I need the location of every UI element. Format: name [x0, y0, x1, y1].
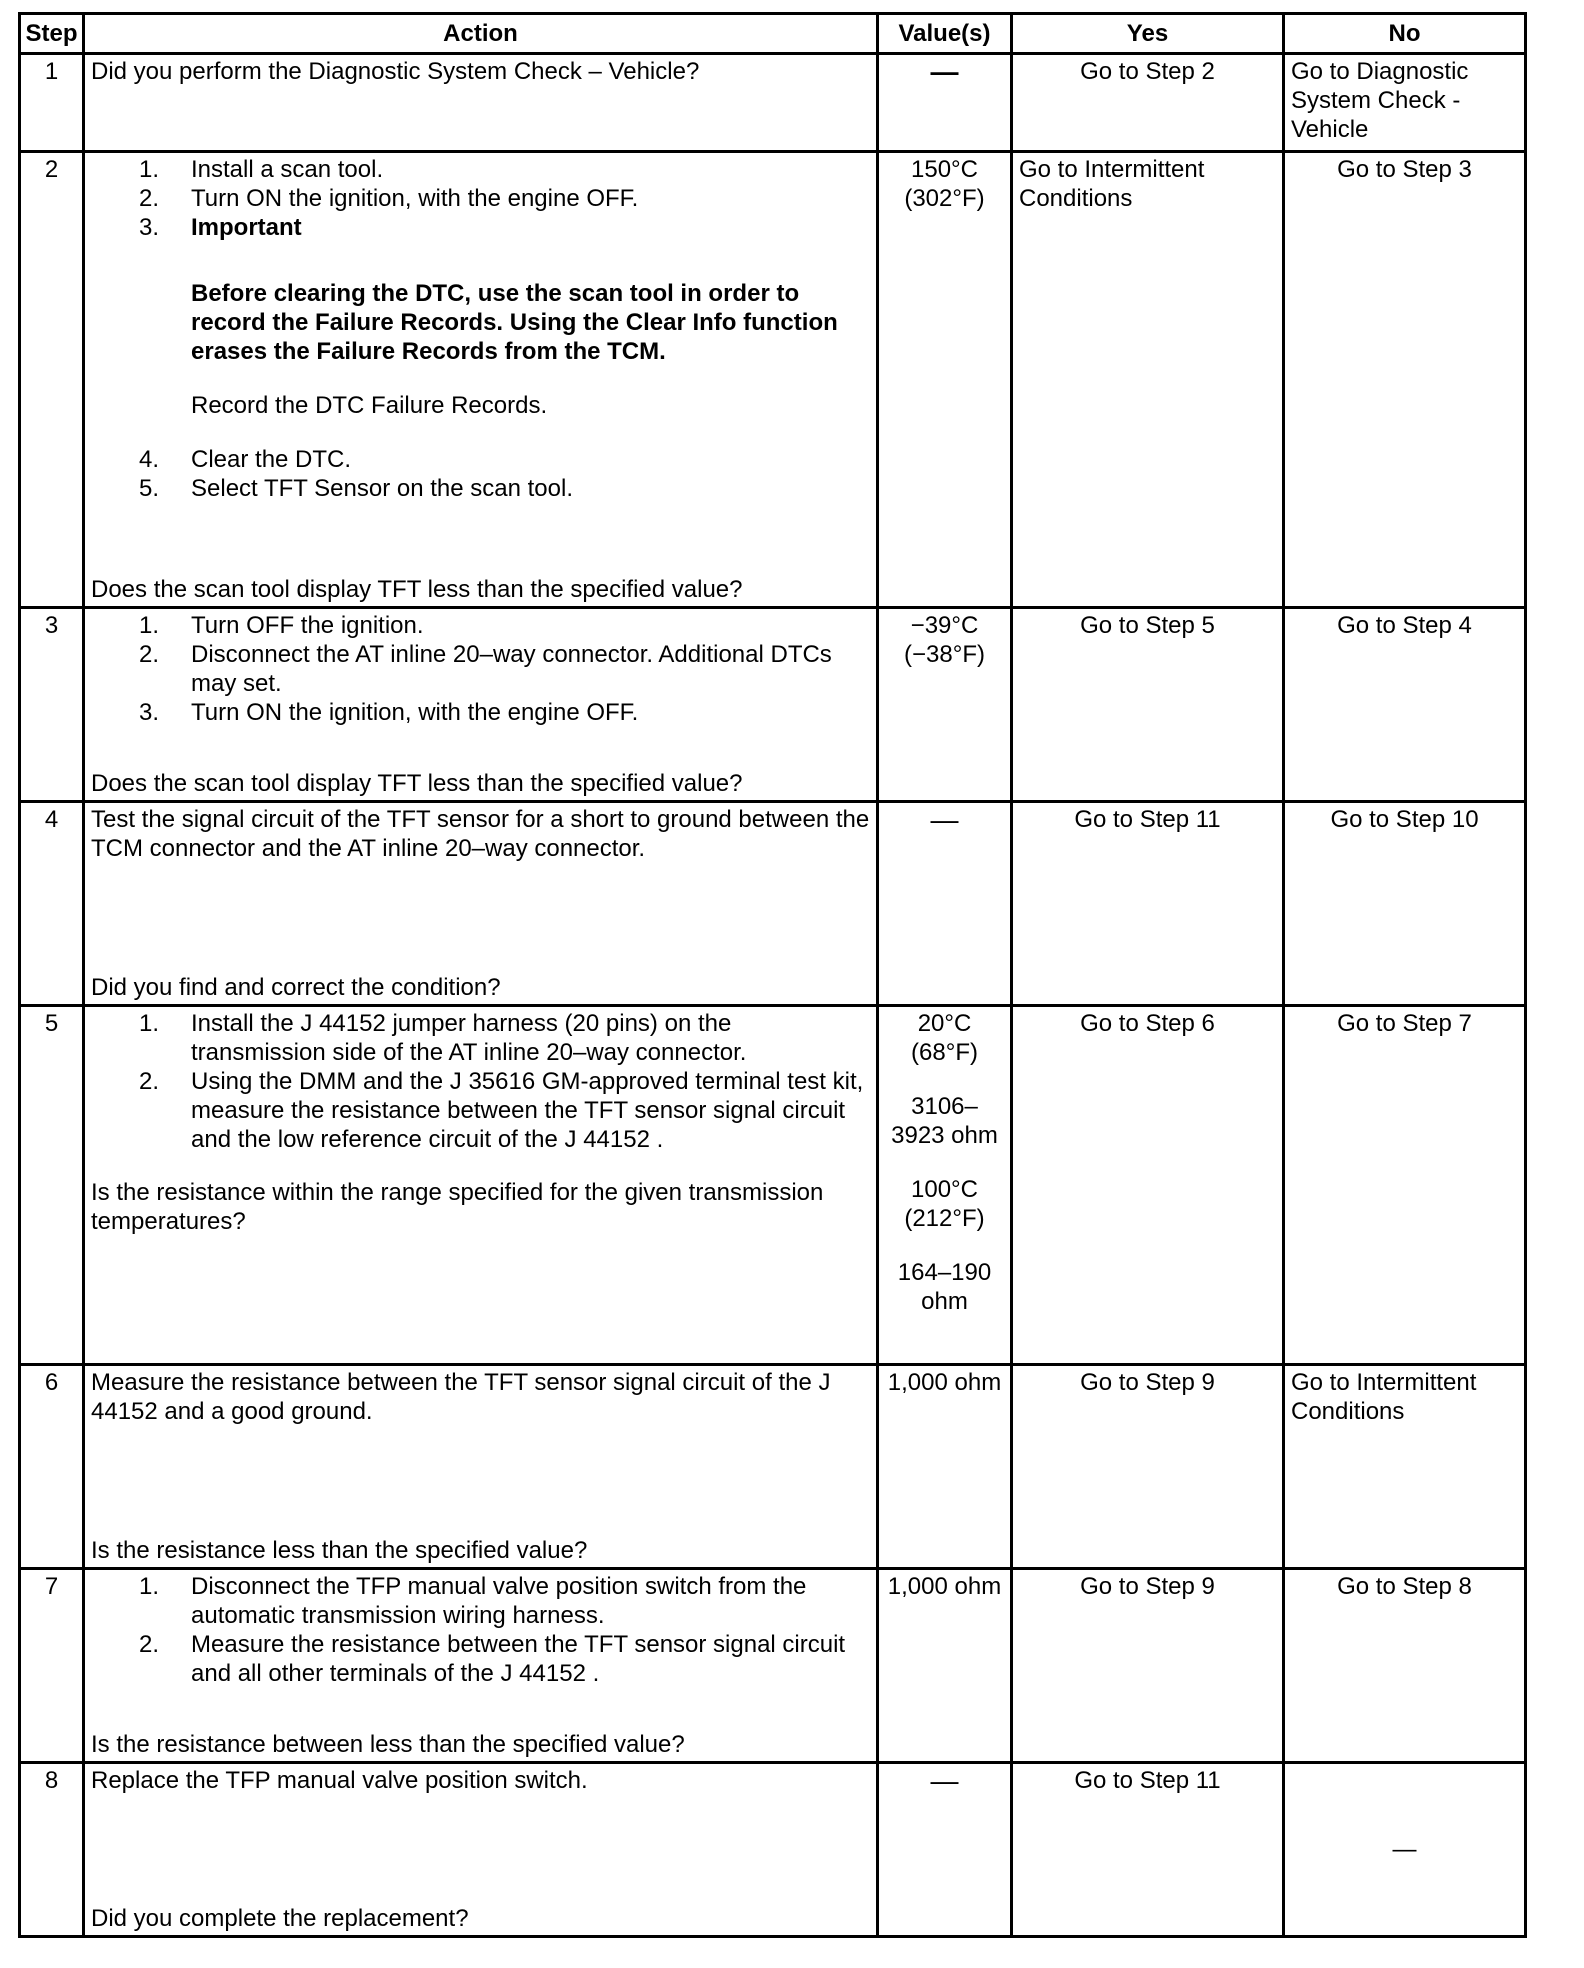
- item-text: Disconnect the TFP manual valve position switch from the automatic transmission wiring harness.: [191, 1572, 807, 1629]
- yes-link[interactable]: Go to Step 5: [1080, 612, 1215, 640]
- no-link[interactable]: Go to Diagnostic System Check - Vehicle: [1291, 58, 1469, 143]
- list-item: [91, 1630, 870, 1688]
- value-cell: [878, 1568, 1012, 1762]
- value-line: 100°C: [911, 1176, 978, 1204]
- no-link[interactable]: Go to Step 7: [1337, 1010, 1472, 1038]
- yes-link[interactable]: Go to Step 2: [1080, 58, 1215, 85]
- item-text: Measure the resistance between the TFT sensor signal circuit and all other terminals of the J 44152 .: [191, 1630, 846, 1687]
- table-row: [20, 54, 1526, 152]
- item-text: Disconnect the AT inline 20–way connector. Additional DTCs may set.: [191, 641, 832, 698]
- value-cell: [878, 152, 1012, 608]
- table-row: [20, 608, 1526, 802]
- step-number: 2: [20, 152, 84, 608]
- list-item: [91, 640, 870, 698]
- item-text: Install a scan tool.: [191, 156, 384, 184]
- no-cell: [1284, 1568, 1526, 1762]
- list-item: [91, 1067, 870, 1154]
- list-item: [91, 184, 870, 213]
- value-cell: [878, 1364, 1012, 1568]
- action-cell: [84, 1364, 878, 1568]
- header-no: No: [1284, 14, 1526, 54]
- value-line: 3106–: [911, 1093, 978, 1121]
- step-number: 7: [20, 1568, 84, 1762]
- action-wrap: [91, 805, 870, 1002]
- no-cell: [1284, 1762, 1526, 1936]
- value-dash: —: [930, 804, 959, 836]
- value-group: [885, 1009, 1004, 1067]
- yes-link[interactable]: Go to Step 9: [1080, 1368, 1215, 1396]
- value-line: 1,000 ohm: [887, 1368, 1002, 1396]
- list-item: [91, 213, 870, 242]
- item-text: Clear the DTC.: [191, 446, 352, 474]
- yes-cell: [1012, 802, 1284, 1006]
- step-number: 5: [20, 1006, 84, 1364]
- item-text: Turn ON the ignition, with the engine OFF.: [191, 185, 639, 213]
- list-item: [91, 698, 870, 727]
- value-cell: [878, 1762, 1012, 1936]
- no-cell: [1284, 802, 1526, 1006]
- value-line: ohm: [921, 1288, 968, 1316]
- action-cell: [84, 1762, 878, 1936]
- important-note: Before clearing the DTC, use the scan tool in order to record the Failure Records. Using the Clear Info function erases the Failure Records from the TCM.: [191, 280, 838, 366]
- step-number: 8: [20, 1762, 84, 1936]
- value-line: 150°C: [911, 156, 978, 184]
- action-list: [91, 445, 870, 503]
- item-text: Using the DMM and the J 35616 GM-approved terminal test kit, measure the resistance between the TFT sensor signal circuit and the low reference circuit of the J 44152 .: [191, 1068, 864, 1154]
- value-cell: [878, 802, 1012, 1006]
- action-wrap: [91, 1766, 870, 1933]
- value-group: [885, 1258, 1004, 1316]
- action-list: [91, 611, 870, 727]
- yes-cell: [1012, 608, 1284, 802]
- list-item: [91, 155, 870, 184]
- no-cell: [1284, 54, 1526, 152]
- yes-cell: [1012, 1006, 1284, 1364]
- record-text: Record the DTC Failure Records.: [191, 392, 548, 420]
- action-wrap: [91, 155, 870, 604]
- no-link[interactable]: Go to Step 4: [1337, 612, 1472, 640]
- list-item: [91, 445, 870, 474]
- value-dash: —: [930, 56, 959, 87]
- action-text: Replace the TFP manual valve position switch.: [91, 1766, 588, 1794]
- value-cell: [878, 54, 1012, 152]
- item-number: 5.: [139, 475, 160, 503]
- item-number: 2.: [139, 1630, 160, 1658]
- value-cell: [878, 1006, 1012, 1364]
- yes-link[interactable]: Go to Step 11: [1074, 806, 1221, 834]
- action-cell: [84, 152, 878, 608]
- list-item: [91, 474, 870, 503]
- header-values: Value(s): [878, 14, 1012, 54]
- question-text: Did you complete the replacement?: [91, 1905, 469, 1932]
- step-number: 3: [20, 608, 84, 802]
- value-line: 1,000 ohm: [887, 1572, 1002, 1600]
- step-number: 6: [20, 1364, 84, 1568]
- item-text: Select TFT Sensor on the scan tool.: [191, 475, 573, 503]
- value-line: 3923 ohm: [891, 1122, 998, 1150]
- item-text: Turn ON the ignition, with the engine OFF.: [191, 699, 639, 727]
- question-text: Is the resistance within the range specified for the given transmission temperatures?: [91, 1179, 824, 1236]
- no-cell: [1284, 1364, 1526, 1568]
- yes-cell: [1012, 54, 1284, 152]
- list-item: [91, 611, 870, 640]
- item-number: 1.: [139, 156, 160, 184]
- value-line: (212°F): [904, 1205, 985, 1233]
- action-cell: [84, 1568, 878, 1762]
- no-dash: —: [1392, 1835, 1417, 1863]
- yes-cell: [1012, 1364, 1284, 1568]
- item-text: Turn OFF the ignition.: [191, 612, 424, 640]
- action-text: Did you perform the Diagnostic System Check – Vehicle?: [84, 54, 878, 152]
- step-number: 4: [20, 802, 84, 1006]
- action-cell: [84, 608, 878, 802]
- value-cell: [878, 608, 1012, 802]
- header-action: Action: [84, 14, 878, 54]
- item-number: 3.: [139, 699, 160, 727]
- value-dash: —: [930, 1764, 959, 1796]
- action-wrap: [91, 611, 870, 798]
- yes-link[interactable]: Go to Step 11: [1074, 1766, 1221, 1794]
- no-link[interactable]: Go to Step 10: [1330, 806, 1479, 834]
- question-text: Did you find and correct the condition?: [91, 974, 501, 1002]
- item-number: 3.: [139, 214, 160, 242]
- no-cell: [1284, 152, 1526, 608]
- yes-cell: [1012, 1568, 1284, 1762]
- item-number: 2.: [139, 641, 160, 669]
- action-list: [91, 1009, 870, 1154]
- diagnostic-table: [18, 12, 1527, 1938]
- action-text: Test the signal circuit of the TFT sensor for a short to ground between the TCM connector and the AT inline 20–way connector.: [91, 806, 870, 863]
- list-item: [91, 1572, 870, 1630]
- question-text: Is the resistance between less than the specified value?: [91, 1730, 685, 1758]
- header-step: Step: [20, 14, 84, 54]
- action-wrap: [91, 1572, 870, 1759]
- no-cell: [1284, 1006, 1526, 1364]
- step-number: 1: [20, 54, 84, 152]
- table-row: [20, 1568, 1526, 1762]
- header-yes: Yes: [1012, 14, 1284, 54]
- value-line: (68°F): [911, 1039, 978, 1067]
- item-number: 4.: [139, 446, 160, 474]
- yes-link[interactable]: Go to Step 6: [1080, 1010, 1215, 1038]
- table-row: [20, 1006, 1526, 1364]
- action-text: Measure the resistance between the TFT sensor signal circuit of the J 44152 and a good ground.: [91, 1368, 831, 1425]
- action-list: [91, 155, 870, 242]
- value-line: 164–190: [897, 1259, 992, 1287]
- item-number: 1.: [139, 1572, 160, 1600]
- value-group: [885, 1092, 1004, 1150]
- item-number: 1.: [139, 1010, 160, 1038]
- action-cell: [84, 802, 878, 1006]
- value-line: 20°C: [917, 1010, 972, 1038]
- item-number: 2.: [139, 185, 160, 213]
- item-number: 2.: [139, 1068, 160, 1096]
- list-item: [91, 1009, 870, 1067]
- table-row: [20, 1364, 1526, 1568]
- yes-cell: [1012, 1762, 1284, 1936]
- yes-link[interactable]: Go to Step 9: [1080, 1572, 1215, 1600]
- table-row: [20, 802, 1526, 1006]
- action-list: [91, 1572, 870, 1688]
- action-wrap: [91, 1368, 870, 1565]
- table-row: [20, 1762, 1526, 1936]
- value-line: (−38°F): [904, 641, 985, 669]
- table-row: [20, 152, 1526, 608]
- yes-link[interactable]: Go to Intermittent Conditions: [1019, 156, 1205, 213]
- action-cell: [84, 1006, 878, 1364]
- no-link[interactable]: Go to Step 3: [1337, 156, 1472, 184]
- no-cell: [1284, 608, 1526, 802]
- question-text: Does the scan tool display TFT less than the specified value?: [91, 770, 743, 798]
- yes-cell: [1012, 152, 1284, 608]
- value-line: −39°C: [910, 612, 979, 640]
- question-text: Is the resistance less than the specified value?: [91, 1536, 588, 1564]
- item-number: 1.: [139, 612, 160, 640]
- question-text: Does the scan tool display TFT less than the specified value?: [91, 576, 743, 604]
- value-group: [885, 1175, 1004, 1233]
- no-link[interactable]: Go to Step 8: [1337, 1572, 1472, 1600]
- value-line: (302°F): [904, 185, 985, 213]
- item-text: Install the J 44152 jumper harness (20 pins) on the transmission side of the AT inline 20–way connector.: [191, 1010, 747, 1067]
- important-label: Important: [191, 214, 302, 242]
- no-link[interactable]: Go to Intermittent Conditions: [1291, 1368, 1477, 1425]
